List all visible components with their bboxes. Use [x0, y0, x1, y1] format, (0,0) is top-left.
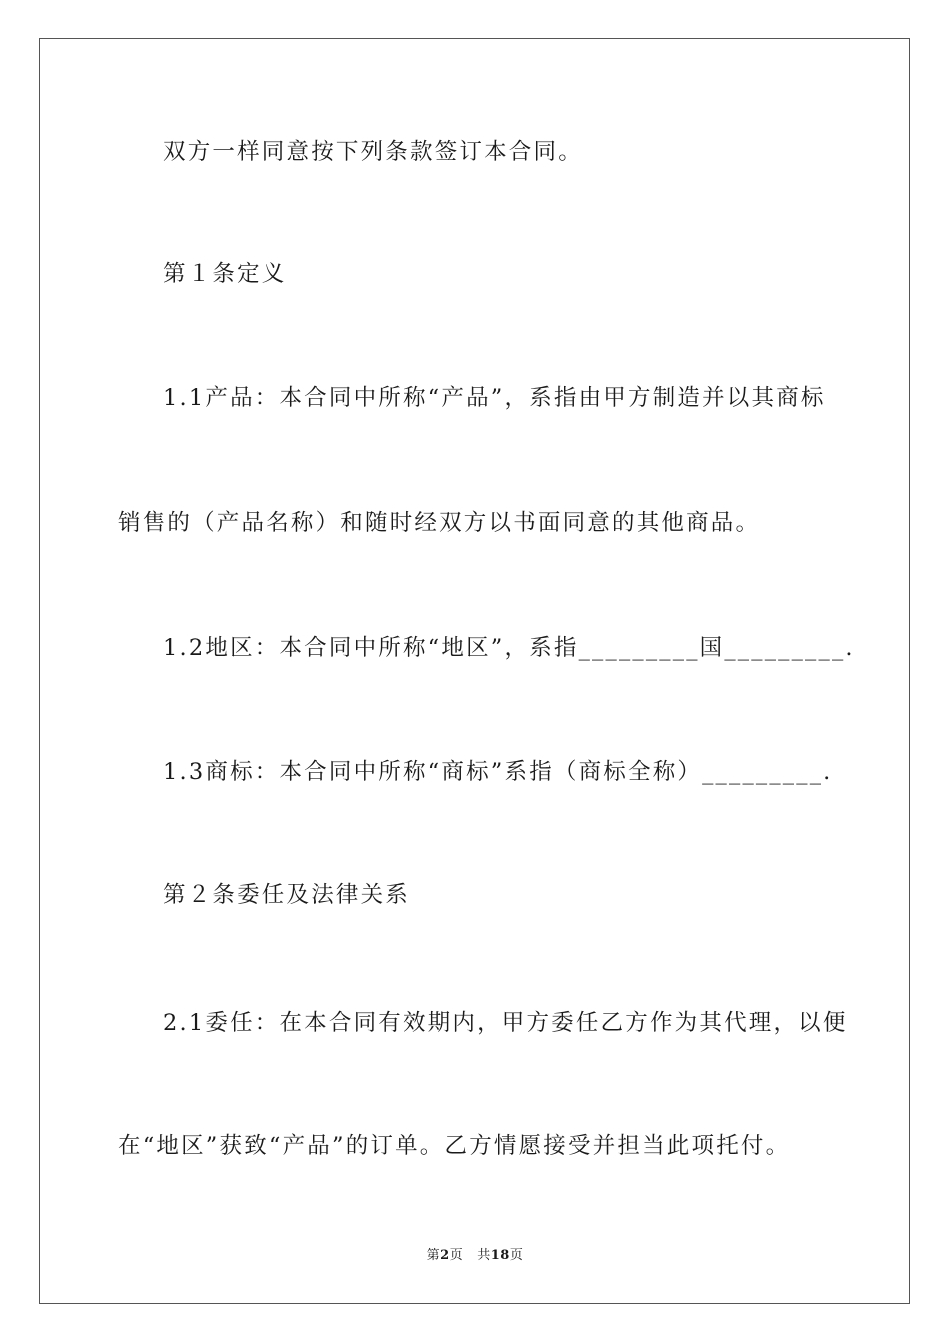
section-heading: 第１条定义: [163, 261, 287, 287]
paragraph-line: 2.1委任：在本合同有效期内，甲方委任乙方作为其代理，以便: [163, 1010, 848, 1036]
paragraph-line: 1.2地区：本合同中所称“地区”，系指_________国_________.: [163, 635, 855, 661]
paragraph-line: 销售的（产品名称）和随时经双方以书面同意的其他商品。: [118, 510, 761, 536]
page-border: [39, 38, 910, 1304]
paragraph-line: 1.1产品：本合同中所称“产品”，系指由甲方制造并以其商标: [163, 385, 826, 411]
footer-page-suffix: 页: [449, 1248, 464, 1263]
footer-page-prefix: 第: [426, 1248, 441, 1263]
section-heading: 第２条委任及法律关系: [163, 882, 411, 908]
footer-total-pages: 18: [490, 1248, 510, 1263]
footer-total-suffix: 页: [509, 1248, 524, 1263]
page-footer: [0, 1247, 950, 1265]
paragraph-line: 双方一样同意按下列条款签订本合同。: [163, 139, 583, 165]
footer-page-number: 2: [440, 1248, 450, 1263]
paragraph-line: 在“地区”获致“产品”的订单。乙方情愿接受并担当此项托付。: [118, 1133, 791, 1159]
paragraph-line: 1.3商标：本合同中所称“商标”系指（商标全称）_________.: [163, 759, 833, 785]
footer-total-prefix: 共: [477, 1248, 491, 1263]
